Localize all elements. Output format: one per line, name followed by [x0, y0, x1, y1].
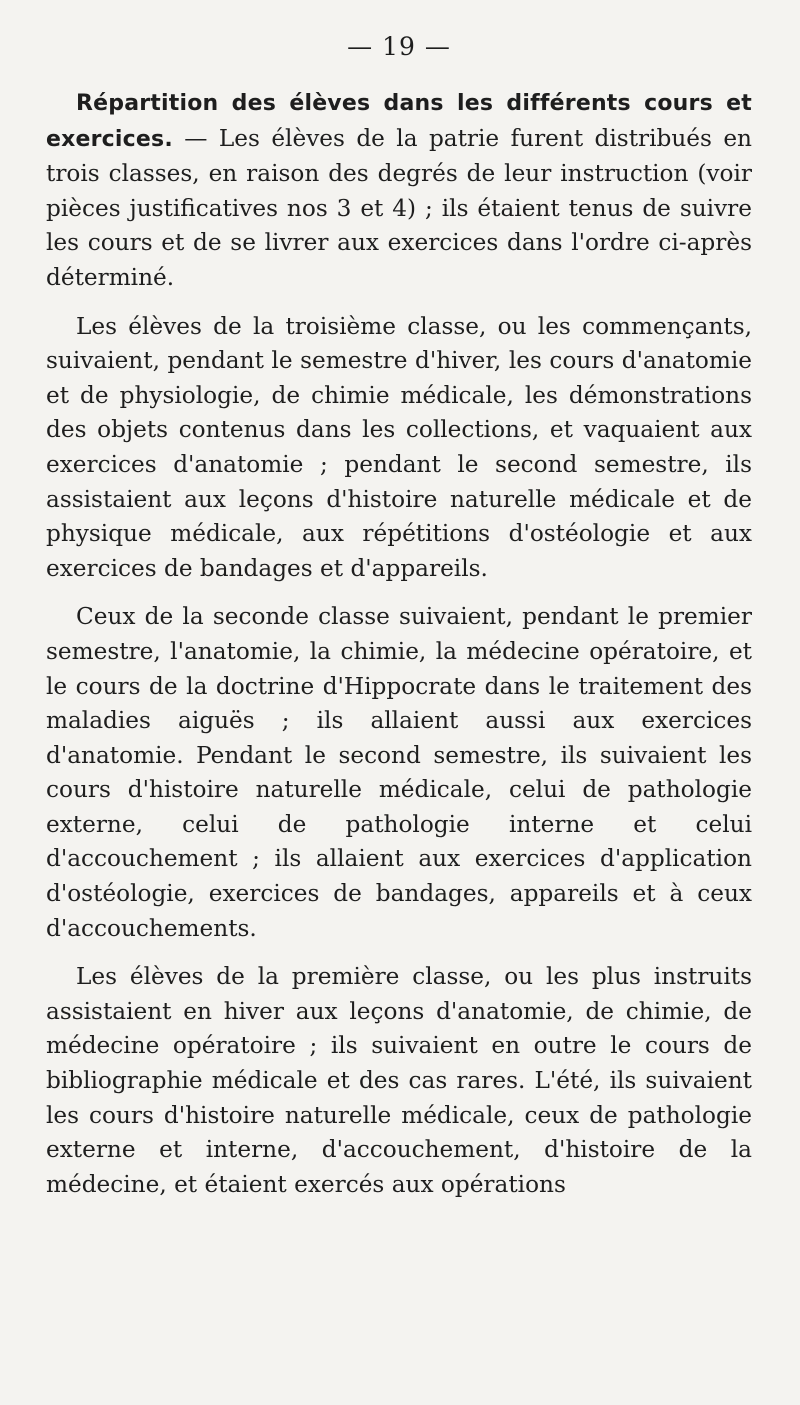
section-intro-text: — Les élèves de la patrie furent distribués en trois classes, en raison des degrés de leur instruction (voir pièces justificatives nos 3 et 4) ; ils étaient tenus de suivre les cours et de se livrer aux exercices dans l'ordre ci-après déterminé.: [46, 124, 752, 291]
paragraph-third-class: Les élèves de la troisième classe, ou les commençants, suivaient, pendant le semestre d'hiver, les cours d'anatomie et de physiologie, de chimie médicale, les démonstrations des objets contenus dans les collections, et vaquaient aux exercices d'anatomie ; pendant le second semestre, ils assistaient aux leçons d'histoire naturelle médicale et de physique médicale, aux répétitions d'ostéologie et aux exercices de bandages et d'appareils.: [46, 312, 752, 582]
section-heading: Répartition des élèves dans les différents cours et exercices.: [46, 91, 752, 152]
section-paragraph: [46, 86, 752, 296]
paragraph-first-class: Les élèves de la première classe, ou les plus instruits assistaient en hiver aux leçons d'anatomie, de chimie, de médecine opératoire ; ils suivaient en outre le cours de bibliographie médicale et des cas rares. L'été, ils suivaient les cours d'histoire naturelle médicale, ceux de pathologie externe et interne, d'accouchement, d'histoire de la médecine, et étaient exercés aux opérations: [46, 963, 752, 1198]
page-number: — 19 —: [347, 32, 451, 61]
paragraph-second-class: Ceux de la seconde classe suivaient, pendant le premier semestre, l'anatomie, la chimie, la médecine opératoire, et le cours de la doctrine d'Hippocrate dans le traitement des maladies aiguës ; ils allaient aussi aux exercices d'anatomie. Pendant le second semestre, ils suivaient les cours d'histoire naturelle médicale, celui de pathologie externe, celui de pathologie interne et celui d'accouchement ; ils allaient aux exercices d'application d'ostéologie, exercices de bandages, appareils et à ceux d'accouchements.: [46, 603, 752, 942]
